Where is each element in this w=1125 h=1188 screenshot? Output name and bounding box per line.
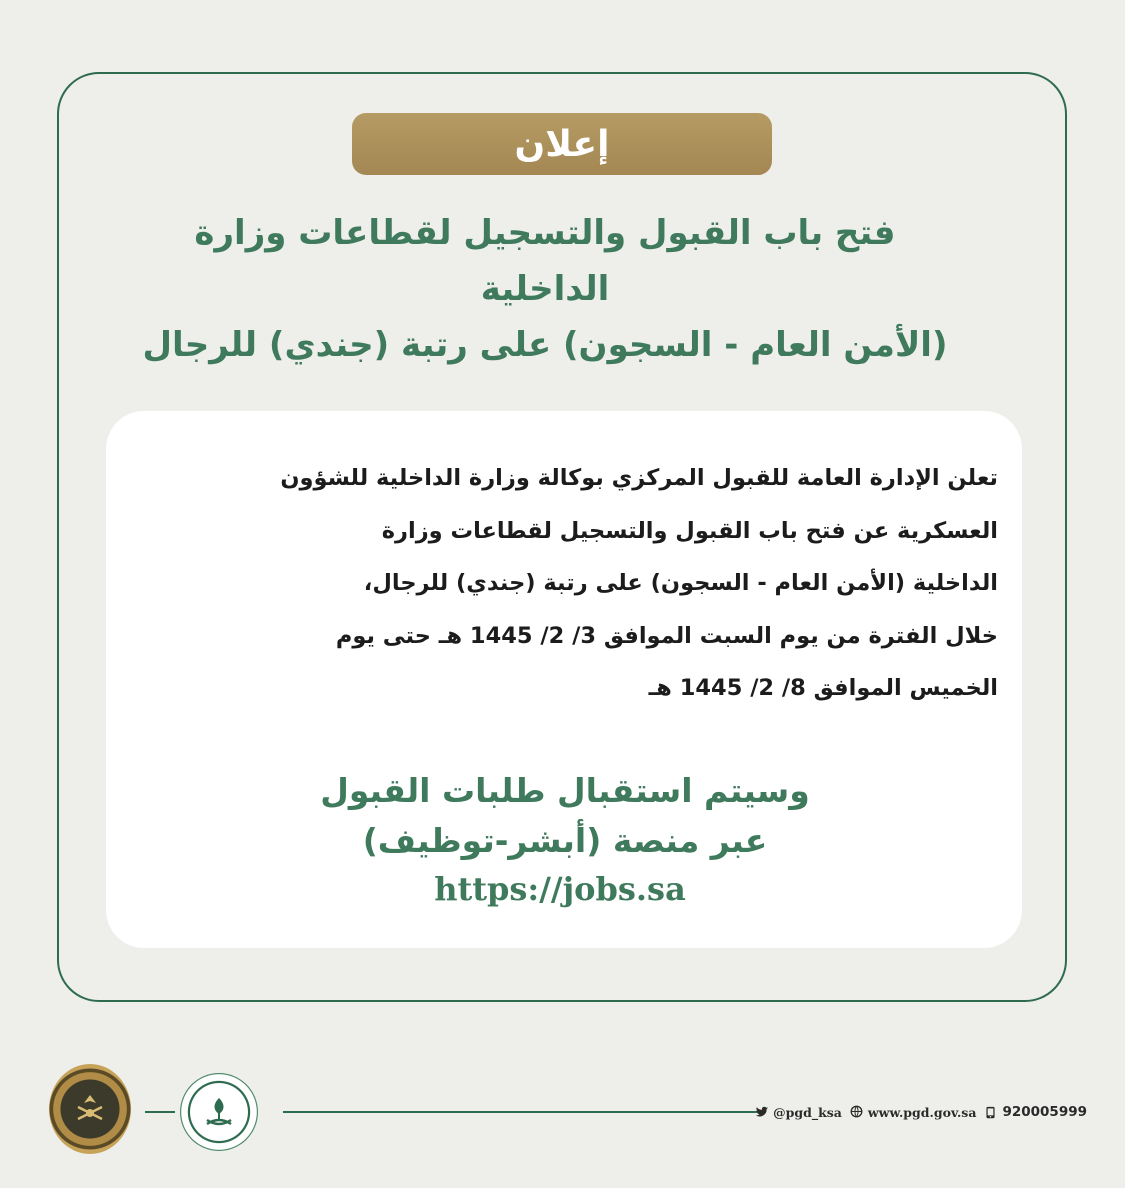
- cta-line-1: وسيتم استقبال طلبات القبول: [320, 771, 810, 810]
- headline-line-1: فتح باب القبول والتسجيل لقطاعات وزارة الداخلية: [194, 213, 896, 309]
- phone-number: 920005999: [1002, 1104, 1087, 1120]
- website-url: www.pgd.gov.sa: [867, 1104, 977, 1120]
- twitter-contact[interactable]: [755, 1105, 842, 1120]
- body-line-1: تعلن الإدارة العامة للقبول المركزي بوكالة وزارة الداخلية للشؤون: [280, 465, 998, 491]
- saudi-emblem: [180, 1073, 258, 1151]
- badge-label: إعلان: [514, 123, 610, 165]
- footer-contacts: [755, 1101, 1087, 1123]
- body-line-4: خلال الفترة من يوم السبت الموافق 3/ 2/ 1445 هـ حتى يوم: [335, 622, 998, 649]
- globe-icon: [850, 1105, 864, 1119]
- website-contact[interactable]: [850, 1105, 977, 1120]
- jobs-link[interactable]: https://jobs.sa: [434, 870, 686, 908]
- body-line-3: الداخلية (الأمن العام - السجون) على رتبة (جندي) للرجال،: [363, 570, 998, 596]
- body-line-5: الخميس الموافق 8/ 2/ 1445 هـ: [648, 675, 998, 701]
- announcement-body: [128, 452, 998, 715]
- call-to-action: [200, 766, 930, 866]
- footer-divider-left: [145, 1111, 175, 1113]
- announcement-badge: [352, 113, 772, 175]
- headline-line-2: (الأمن العام - السجون) على رتبة (جندي) للرجال: [142, 325, 948, 365]
- phone-contact[interactable]: [984, 1104, 1087, 1120]
- footer-divider-right: [283, 1111, 763, 1113]
- prisons-emblem: [49, 1064, 131, 1154]
- headline: [130, 205, 960, 373]
- cta-line-2: عبر منصة (أبشر-توظيف): [362, 821, 768, 860]
- twitter-icon: [755, 1105, 769, 1119]
- twitter-handle: @pgd_ksa: [773, 1104, 842, 1120]
- body-line-2: العسكرية عن فتح باب القبول والتسجيل لقطاعات وزارة: [381, 517, 998, 544]
- phone-icon: [984, 1105, 998, 1119]
